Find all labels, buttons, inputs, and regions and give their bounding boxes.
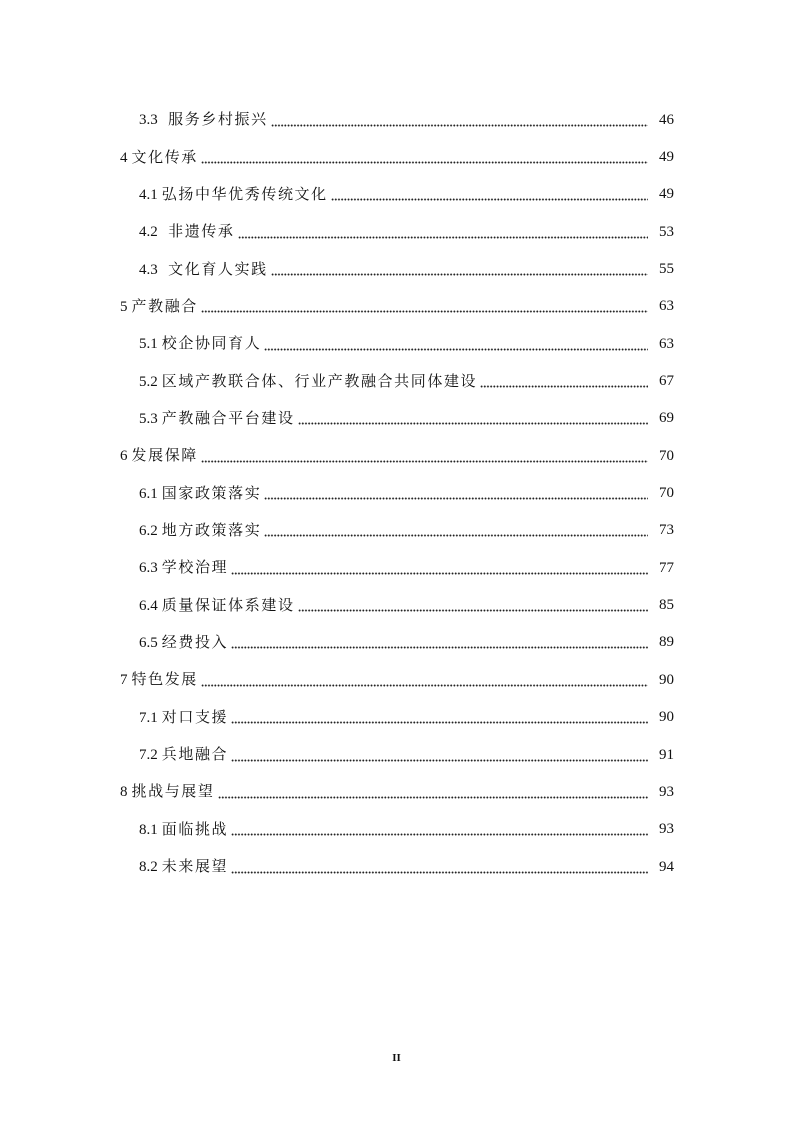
toc-entry-title [139,408,295,429]
toc-entry-text: 地方政策落实 [161,520,262,539]
toc-entry-title [120,147,198,168]
toc-entry-text: 校企协同育人 [161,334,262,353]
toc-entry-number: 6.4 [139,597,158,614]
toc-entry-number: 3.3 [139,112,158,129]
toc-entry-number: 7.1 [139,709,158,726]
toc-entry-page: 53 [659,223,674,240]
toc-entry-5[interactable] [0,288,793,325]
toc-entry-page: 70 [659,447,674,464]
dot-leader [298,595,648,615]
toc-entry-title [139,707,228,728]
toc-entry-7-1[interactable] [0,699,793,736]
toc-entry-7-2[interactable] [0,736,793,773]
toc-entry-title [139,744,228,765]
toc-entry-title [120,669,198,690]
toc-entry-page: 63 [659,335,674,352]
toc-entry-8[interactable] [0,773,793,810]
toc-entry-5-3[interactable] [0,400,793,437]
toc-entry-number: 5.2 [139,373,158,390]
dot-leader [201,670,648,690]
toc-entry-page: 93 [659,821,674,838]
toc-entry-title [139,632,228,653]
toc-entry-6-5[interactable] [0,624,793,661]
toc-entry-6[interactable] [0,437,793,474]
toc-entry-title [139,333,261,354]
dot-leader [238,222,648,242]
toc-entry-page: 49 [659,186,674,203]
dot-leader [231,558,648,578]
dot-leader [264,483,648,503]
toc-entry-page: 90 [659,671,674,688]
dot-leader [298,408,648,428]
toc-entry-text: 经费投入 [161,632,229,651]
toc-entry-text: 产教融合平台建设 [161,408,295,427]
toc-entry-title [120,296,198,317]
toc-entry-number: 6.2 [139,522,158,539]
toc-entry-page: 85 [659,597,674,614]
toc-entry-title [139,184,328,205]
toc-entry-number: 8.2 [139,859,158,876]
toc-entry-4-2[interactable] [0,213,793,250]
toc-entry-page: 91 [659,746,674,763]
toc-entry-text: 学校治理 [161,558,229,577]
toc-entry-number: 6.1 [139,485,158,502]
toc-entry-page: 49 [659,149,674,166]
toc-entry-title [139,109,268,130]
dot-leader [201,296,648,316]
toc-entry-page: 89 [659,634,674,651]
toc-entry-text: 面临挑战 [161,819,229,838]
dot-leader [331,184,648,204]
dot-leader [264,334,648,354]
toc-entry-6-4[interactable] [0,586,793,623]
toc-entry-text: 区域产教联合体、行业产教融合共同体建设 [161,371,478,390]
toc-entry-text: 发展保障 [131,446,198,465]
toc-entry-text: 质量保证体系建设 [161,595,295,614]
toc-entry-page: 70 [659,485,674,502]
table-of-contents [0,101,793,885]
toc-entry-title [139,856,228,877]
page-number: II [392,1052,401,1064]
toc-entry-title [120,445,198,466]
toc-entry-page: 93 [659,783,674,800]
toc-entry-text: 兵地融合 [161,745,229,764]
dot-leader [231,857,648,877]
toc-entry-title [139,221,235,242]
toc-entry-page: 67 [659,373,674,390]
toc-entry-page: 73 [659,522,674,539]
dot-leader [201,147,648,167]
toc-entry-4[interactable] [0,138,793,175]
toc-entry-5-2[interactable] [0,362,793,399]
dot-leader [231,632,648,652]
toc-entry-text: 未来展望 [161,857,229,876]
toc-entry-title [139,557,228,578]
toc-entry-number: 6.3 [139,560,158,577]
toc-entry-title [120,781,215,802]
dot-leader [271,110,648,130]
toc-entry-5-1[interactable] [0,325,793,362]
toc-entry-title [139,371,477,392]
dot-leader [264,520,648,540]
toc-entry-page: 69 [659,410,674,427]
toc-entry-number: 4.2 [139,224,158,241]
dot-leader [231,745,648,765]
dot-leader [480,371,648,391]
dot-leader [231,819,648,839]
toc-entry-text: 弘扬中华优秀传统文化 [161,184,328,203]
toc-entry-8-2[interactable] [0,848,793,885]
toc-entry-number: 4.1 [139,186,158,203]
dot-leader [201,446,648,466]
toc-entry-title [139,819,228,840]
toc-entry-title [139,520,261,541]
toc-entry-number: 8 [120,784,128,801]
dot-leader [218,782,648,802]
toc-entry-4-3[interactable] [0,250,793,287]
toc-entry-number: 5.3 [139,410,158,427]
toc-entry-number: 6 [120,448,128,465]
toc-entry-number: 7.2 [139,747,158,764]
toc-entry-6-2[interactable] [0,512,793,549]
toc-entry-text: 非遗传承 [161,222,235,241]
toc-entry-6-1[interactable] [0,474,793,511]
toc-entry-title [139,595,295,616]
toc-entry-number: 6.5 [139,634,158,651]
toc-entry-number: 8.1 [139,821,158,838]
dot-leader [231,707,648,727]
toc-entry-text: 对口支援 [161,707,229,726]
toc-entry-title [139,259,268,280]
toc-entry-7[interactable] [0,661,793,698]
toc-entry-page: 77 [659,559,674,576]
toc-entry-text: 文化传承 [131,147,198,166]
toc-entry-4-1[interactable] [0,176,793,213]
toc-entry-page: 94 [659,858,674,875]
toc-entry-text: 特色发展 [131,670,198,689]
toc-entry-number: 5.1 [139,336,158,353]
dot-leader [271,259,648,279]
toc-entry-number: 4.3 [139,261,158,278]
toc-entry-text: 产教融合 [131,296,198,315]
toc-entry-page: 63 [659,298,674,315]
toc-entry-6-3[interactable] [0,549,793,586]
toc-entry-text: 国家政策落实 [161,483,262,502]
toc-entry-page: 90 [659,709,674,726]
toc-entry-text: 服务乡村振兴 [161,110,268,129]
toc-entry-number: 5 [120,298,128,315]
toc-entry-page: 46 [659,111,674,128]
toc-entry-number: 4 [120,149,128,166]
toc-entry-8-1[interactable] [0,811,793,848]
toc-entry-text: 文化育人实践 [161,259,268,278]
toc-entry-title [139,483,261,504]
toc-entry-3-3[interactable] [0,101,793,138]
toc-entry-number: 7 [120,672,128,689]
toc-entry-text: 挑战与展望 [131,782,215,801]
toc-entry-page: 55 [659,261,674,278]
